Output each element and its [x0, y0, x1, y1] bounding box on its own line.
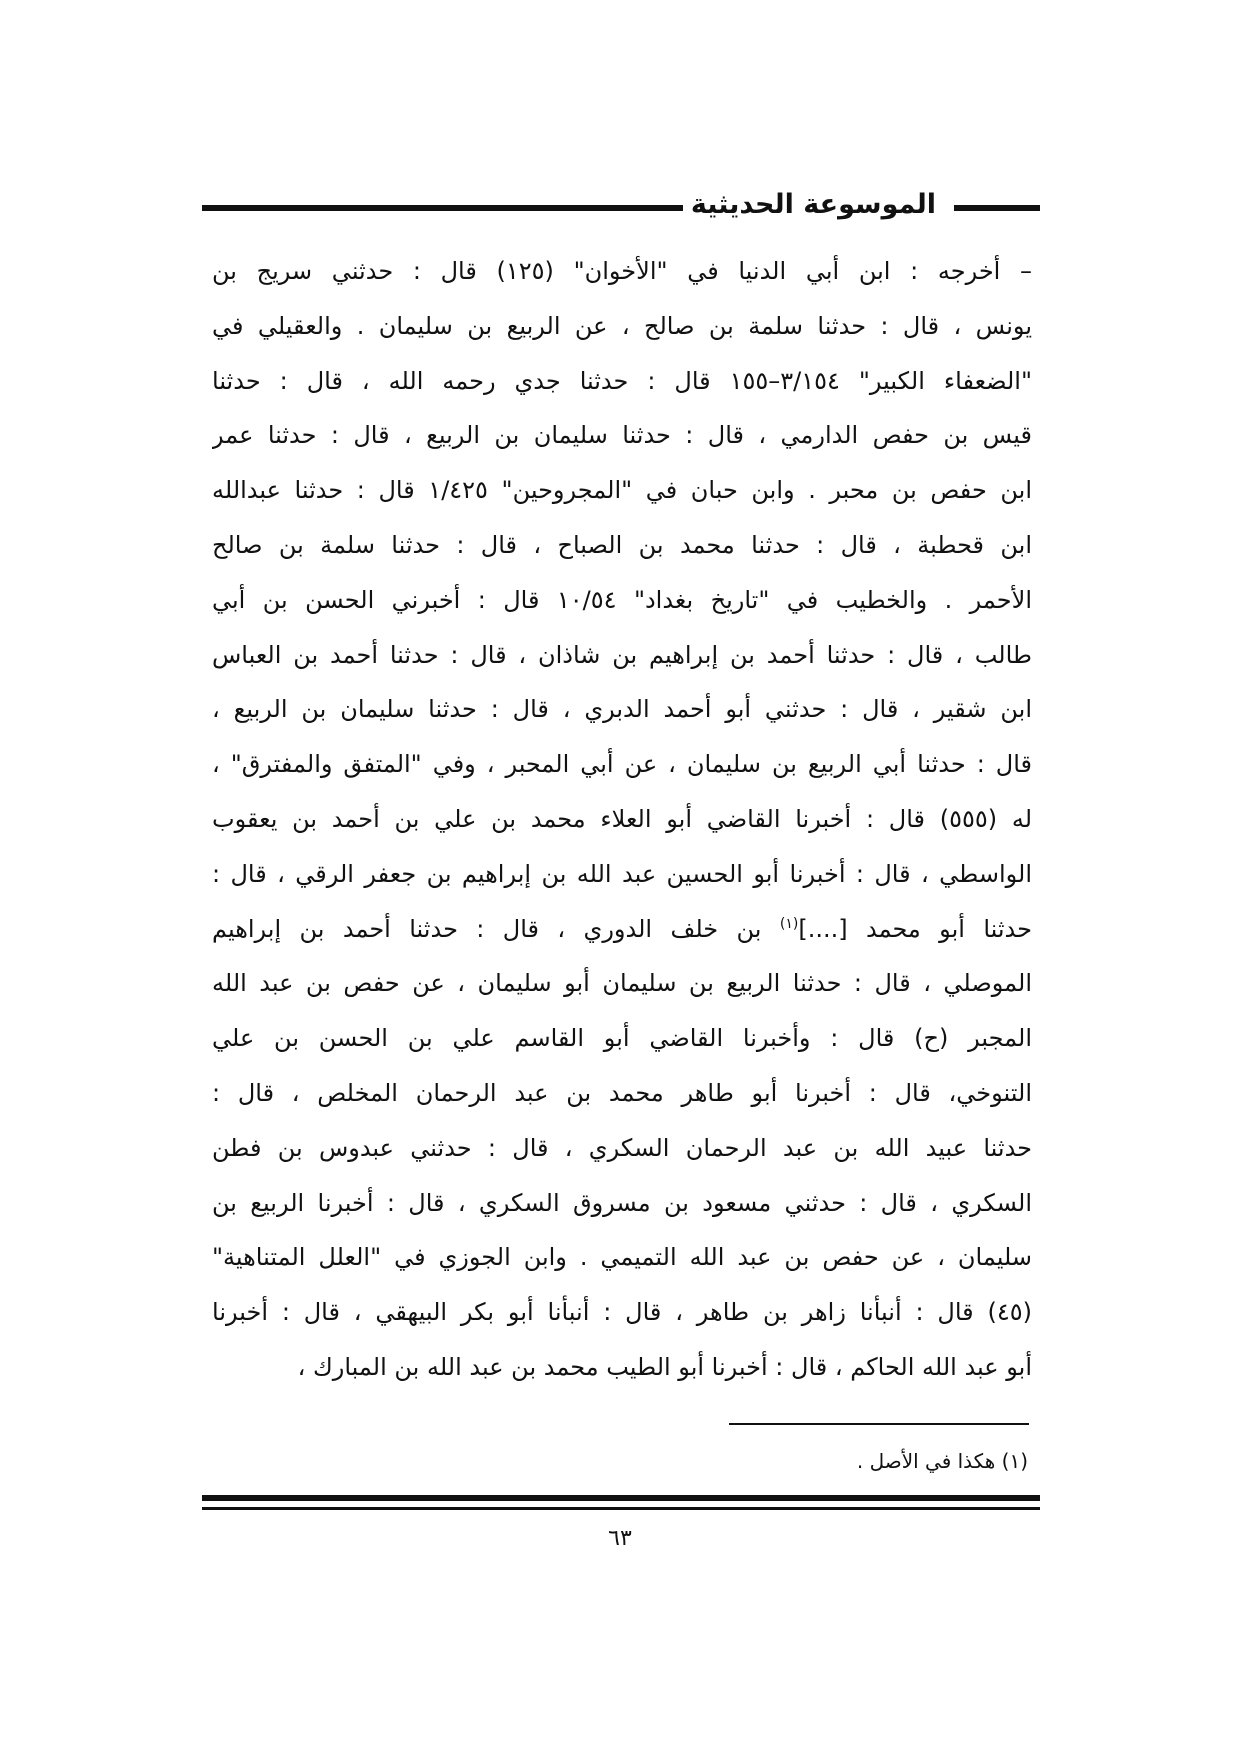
text-line-14: الموصلي ، قال : حدثنا الربيع بن سليمان أبو سليمان ، عن حفص بن عبد الله	[212, 969, 1032, 998]
footnote-reference: (١)	[779, 915, 799, 932]
text-line-7: الأحمر . والخطيب في "تاريخ بغداد" ١٠/٥٤ قال : أخبرني الحسن بن أبي	[212, 585, 1032, 614]
text-line-10: قال : حدثنا أبي الربيع بن سليمان ، عن أبي المحبر ، وفي "المتفق والمفترق" ،	[212, 750, 1032, 779]
text-line-5: ابن حفص بن محبر . وابن حبان في "المجروحين" ١/٤٢٥ قال : حدثنا عبدالله	[212, 476, 1032, 505]
text-line-12: الواسطي ، قال : أخبرنا أبو الحسين عبد الله بن إبراهيم بن جعفر الرقي ، قال :	[212, 859, 1032, 888]
text-line-6: ابن قحطبة ، قال : حدثنا محمد بن الصباح ، قال : حدثنا سلمة بن صالح	[212, 530, 1032, 559]
text-line-19: سليمان ، عن حفص بن عبد الله التميمي . وابن الجوزي في "العلل المتناهية"	[212, 1243, 1032, 1272]
footnote-separator	[729, 1423, 1029, 1425]
text-line-13	[212, 902, 1032, 957]
footnote: (١) هكذا في الأصل .	[856, 1449, 1028, 1473]
page-number: ٦٣	[608, 1526, 632, 1551]
body-text	[212, 244, 1032, 1395]
header-rule-right	[954, 205, 1040, 211]
text-line-4: قيس بن حفص الدارمي ، قال : حدثنا سليمان بن الربيع ، قال : حدثنا عمر	[212, 421, 1032, 450]
text-line-8: طالب ، قال : حدثنا أحمد بن إبراهيم بن شاذان ، قال : حدثنا أحمد بن العباس	[212, 640, 1032, 669]
page-header	[202, 188, 1040, 232]
text-line-18: السكري ، قال : حدثني مسعود بن مسروق السكري ، قال : أخبرنا الربيع بن	[212, 1188, 1032, 1217]
text-line-2: يونس ، قال : حدثنا سلمة بن صالح ، عن الربيع بن سليمان . والعقيلي في	[212, 311, 1032, 340]
text-line-20: (٤٥) قال : أنبأنا زاهر بن طاهر ، قال : أنبأنا أبو بكر البيهقي ، قال : أخبرنا	[212, 1298, 1032, 1327]
text-line-13-end: بن خلف الدوري ، قال : حدثنا أحمد بن إبراهيم	[212, 914, 762, 943]
text-line-1: – أخرجه : ابن أبي الدنيا في "الأخوان" (١٢٥) قال : حدثني سريج بن	[212, 257, 1032, 285]
text-line-21: أبو عبد الله الحاكم ، قال : أخبرنا أبو الطيب محمد بن عبد الله بن المبارك ،	[297, 1352, 1032, 1381]
text-line-15: المجبر (ح) قال : وأخبرنا القاضي أبو القاسم علي بن الحسن بن علي	[212, 1024, 1032, 1053]
text-line-3: "الضعفاء الكبير" ٣/١٥٤–١٥٥ قال : حدثنا جدي رحمه الله ، قال : حدثنا	[212, 366, 1032, 395]
page-title: الموسوعة الحديثية	[683, 188, 944, 222]
text-line-9: ابن شقير ، قال : حدثني أبو أحمد الدبري ، قال : حدثنا سليمان بن الربيع ،	[212, 695, 1032, 724]
bottom-rule-thick	[202, 1495, 1040, 1501]
text-line-11: له (٥٥٥) قال : أخبرنا القاضي أبو العلاء محمد بن علي بن أحمد بن يعقوب	[212, 804, 1032, 833]
text-line-13-start: حدثنا أبو محمد [....]	[798, 914, 1032, 943]
text-line-16: التنوخي، قال : أخبرنا أبو طاهر محمد بن عبد الرحمان المخلص ، قال :	[212, 1078, 1032, 1107]
text-line-17: حدثنا عبيد الله بن عبد الرحمان السكري ، قال : حدثني عبدوس بن فطن	[212, 1133, 1032, 1162]
header-rule-left	[202, 205, 750, 211]
bottom-rule-thin	[202, 1507, 1040, 1510]
